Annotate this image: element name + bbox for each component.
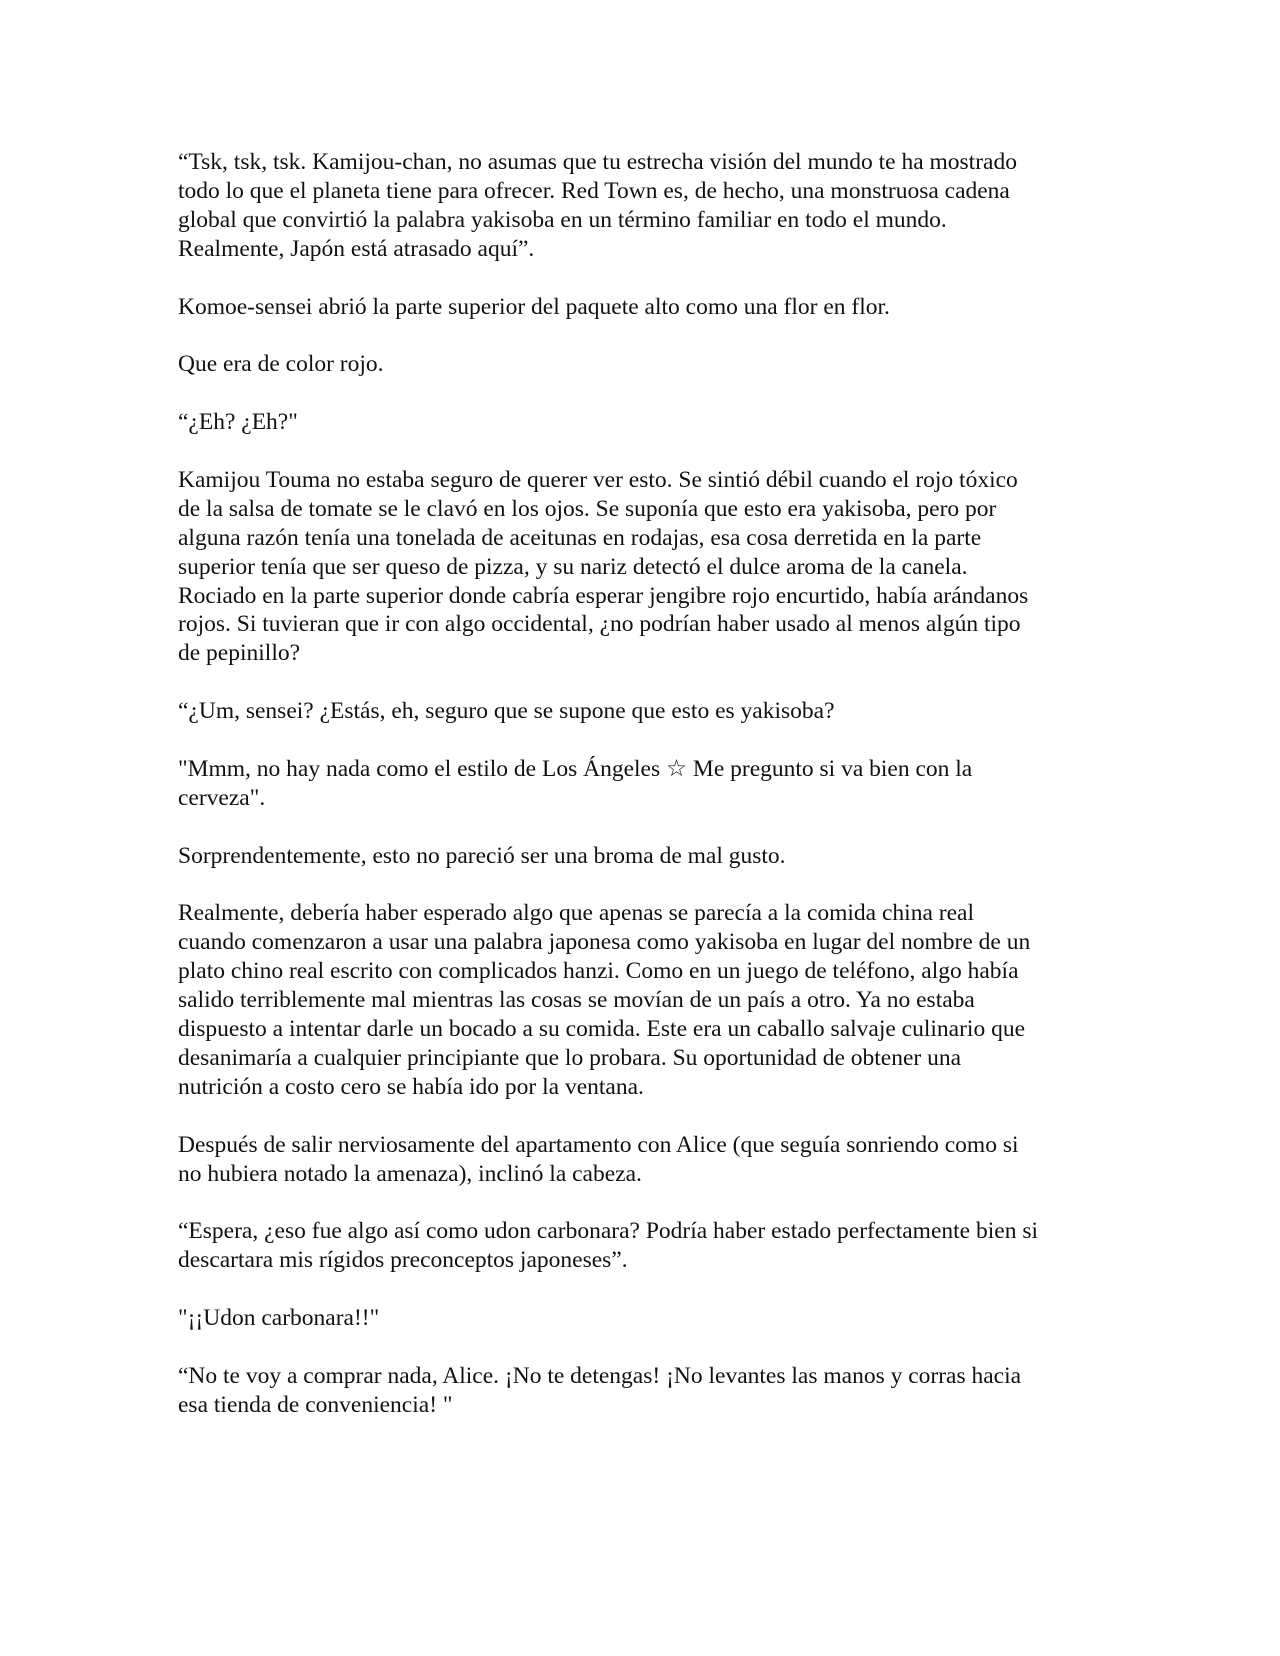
paragraph — [178, 293, 1118, 322]
paragraph — [178, 1304, 1118, 1333]
text-line: salido terriblemente mal mientras las cosas se movían de un país a otro. Ya no estaba — [178, 987, 975, 1014]
text-line: cerveza". — [178, 784, 266, 811]
paragraph — [178, 466, 1118, 668]
text-line: alguna razón tenía una tonelada de aceitunas en rodajas, esa cosa derretida en la parte — [178, 524, 982, 551]
text-line: esa tienda de conveniencia! " — [178, 1391, 453, 1418]
text-line: “Espera, ¿eso fue algo así como udon carbonara? Podría haber estado perfectamente bien si — [178, 1218, 1038, 1245]
text-line: “¿Um, sensei? ¿Estás, eh, seguro que se supone que esto es yakisoba? — [178, 698, 835, 725]
text-line: no hubiera notado la amenaza), inclinó la cabeza. — [178, 1160, 642, 1187]
text-line: todo lo que el planeta tiene para ofrecer. Red Town es, de hecho, una monstruosa cadena — [178, 177, 1010, 204]
paragraph — [178, 899, 1118, 1101]
paragraph — [178, 1217, 1118, 1275]
text-line: "¡¡Udon carbonara!!" — [178, 1305, 380, 1332]
text-line: Realmente, debería haber esperado algo que apenas se parecía a la comida china real — [178, 900, 974, 927]
paragraph — [178, 350, 1118, 379]
text-line: Kamijou Touma no estaba seguro de querer ver esto. Se sintió débil cuando el rojo tóxico — [178, 466, 1018, 493]
text-line: Después de salir nerviosamente del apartamento con Alice (que seguía sonriendo como si — [178, 1131, 1019, 1158]
text-line: “No te voy a comprar nada, Alice. ¡No te detengas! ¡No levantes las manos y corras hacia — [178, 1362, 1022, 1389]
text-line: global que convirtió la palabra yakisoba en un término familiar en todo el mundo. — [178, 206, 947, 233]
text-line: plato chino real escrito con complicados hanzi. Como en un juego de teléfono, algo había — [178, 958, 1019, 985]
paragraph — [178, 755, 1118, 813]
text-line: de pepinillo? — [178, 640, 301, 667]
text-line: Sorprendentemente, esto no pareció ser una broma de mal gusto. — [178, 842, 786, 869]
text-line: “¿Eh? ¿Eh?" — [178, 409, 298, 436]
text-line: Komoe-sensei abrió la parte superior del paquete alto como una flor en flor. — [178, 293, 890, 320]
text-line: Rociado en la parte superior donde cabría esperar jengibre rojo encurtido, había arándanos — [178, 582, 1029, 609]
text-line: nutrición a costo cero se había ido por la ventana. — [178, 1073, 644, 1100]
text-line: Que era de color rojo. — [178, 351, 384, 378]
text-line: rojos. Si tuvieran que ir con algo occidental, ¿no podrían haber usado al menos algún tipo — [178, 611, 1021, 638]
text-line: Realmente, Japón está atrasado aquí”. — [178, 235, 535, 262]
paragraph — [178, 697, 1118, 726]
document-page-body — [178, 148, 1118, 1449]
paragraph — [178, 408, 1118, 437]
paragraph — [178, 842, 1118, 871]
text-line: descartara mis rígidos preconceptos japoneses”. — [178, 1247, 628, 1274]
text-line: dispuesto a intentar darle un bocado a su comida. Este era un caballo salvaje culinario que — [178, 1016, 1025, 1043]
paragraph — [178, 1131, 1118, 1189]
text-line: “Tsk, tsk, tsk. Kamijou-chan, no asumas que tu estrecha visión del mundo te ha mostrado — [178, 149, 1017, 175]
text-line: de la salsa de tomate se le clavó en los ojos. Se suponía que esto era yakisoba, pero por — [178, 495, 997, 522]
text-line: desanimaría a cualquier principiante que lo probara. Su oportunidad de obtener una — [178, 1044, 962, 1071]
text-line: cuando comenzaron a usar una palabra japonesa como yakisoba en lugar del nombre de un — [178, 929, 1031, 956]
paragraph — [178, 1362, 1118, 1420]
paragraph — [178, 148, 1118, 264]
text-line: "Mmm, no hay nada como el estilo de Los Ángeles ☆ Me pregunto si va bien con la — [178, 755, 973, 782]
text-line: superior tenía que ser queso de pizza, y su nariz detectó el dulce aroma de la canela. — [178, 553, 968, 580]
